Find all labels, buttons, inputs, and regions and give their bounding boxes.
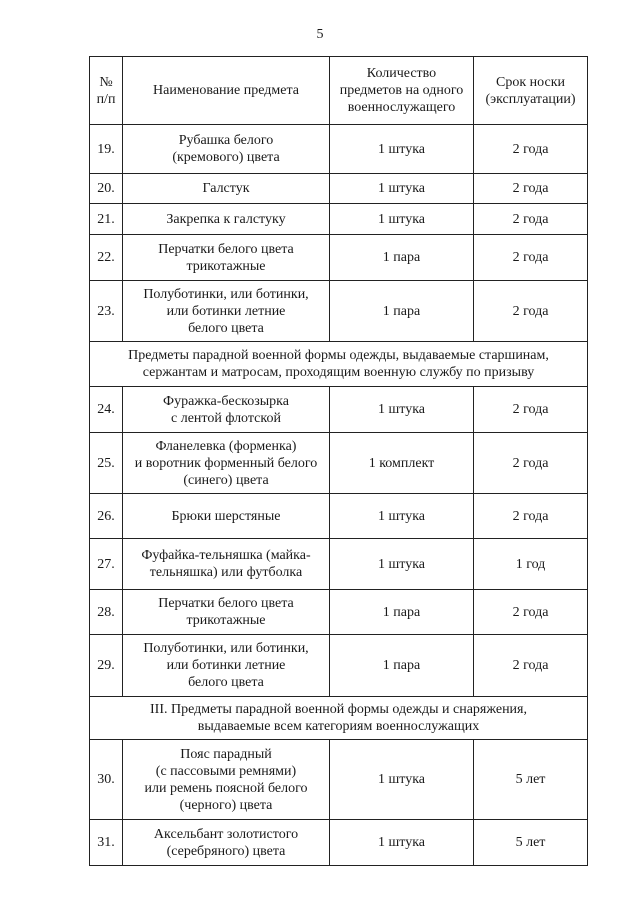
table-row (90, 433, 588, 494)
item-wear-term: 2 года (474, 433, 588, 494)
item-name: Фуфайка-тельняшка (майка- тельняшка) или футболка (123, 539, 330, 590)
item-quantity: 1 штука (330, 740, 474, 820)
table-row (90, 204, 588, 235)
row-number: 27. (90, 539, 123, 590)
table-row (90, 281, 588, 342)
row-number: 24. (90, 387, 123, 433)
item-wear-term: 2 года (474, 174, 588, 204)
table-header-row (90, 57, 588, 125)
page-number: 5 (316, 27, 324, 42)
row-number: 21. (90, 204, 123, 235)
item-wear-term: 1 год (474, 539, 588, 590)
item-quantity: 1 штука (330, 387, 474, 433)
header-item-name: Наименование предмета (123, 57, 330, 125)
section-header-row (90, 342, 588, 387)
item-name: Перчатки белого цвета трикотажные (123, 235, 330, 281)
item-quantity: 1 пара (330, 281, 474, 342)
item-wear-term: 5 лет (474, 820, 588, 866)
header-number: № п/п (90, 57, 123, 125)
item-wear-term: 2 года (474, 387, 588, 433)
row-number: 25. (90, 433, 123, 494)
row-number: 23. (90, 281, 123, 342)
row-number: 28. (90, 590, 123, 635)
item-quantity: 1 комплект (330, 433, 474, 494)
table-row (90, 494, 588, 539)
item-wear-term: 2 года (474, 125, 588, 174)
section-title: Предметы парадной военной формы одежды, выдаваемые старшинам, сержантам и матросам, проходящим военную службу по призыву (90, 342, 588, 387)
row-number: 22. (90, 235, 123, 281)
uniform-items-table (89, 56, 588, 866)
item-wear-term: 2 года (474, 635, 588, 697)
item-quantity: 1 штука (330, 494, 474, 539)
item-wear-term: 5 лет (474, 740, 588, 820)
item-name: Перчатки белого цвета трикотажные (123, 590, 330, 635)
item-wear-term: 2 года (474, 235, 588, 281)
item-name: Фуражка-бескозырка с лентой флотской (123, 387, 330, 433)
row-number: 29. (90, 635, 123, 697)
item-wear-term: 2 года (474, 204, 588, 235)
item-quantity: 1 пара (330, 590, 474, 635)
table-row (90, 539, 588, 590)
item-quantity: 1 пара (330, 635, 474, 697)
table-row (90, 235, 588, 281)
item-name: Закрепка к галстуку (123, 204, 330, 235)
section-title: III. Предметы парадной военной формы одежды и снаряжения, выдаваемые всем категориям военнослужащих (90, 697, 588, 740)
table-row (90, 174, 588, 204)
item-name: Фланелевка (форменка) и воротник форменный белого (синего) цвета (123, 433, 330, 494)
item-quantity: 1 штука (330, 204, 474, 235)
table-row (90, 635, 588, 697)
item-wear-term: 2 года (474, 494, 588, 539)
row-number: 31. (90, 820, 123, 866)
item-name: Пояс парадный (с пассовыми ремнями) или ремень поясной белого (черного) цвета (123, 740, 330, 820)
row-number: 19. (90, 125, 123, 174)
item-quantity: 1 пара (330, 235, 474, 281)
row-number: 26. (90, 494, 123, 539)
item-name: Аксельбант золотистого (серебряного) цвета (123, 820, 330, 866)
header-wear-term: Срок носки (эксплуатации) (474, 57, 588, 125)
item-quantity: 1 штука (330, 174, 474, 204)
header-quantity: Количество предметов на одного военнослужащего (330, 57, 474, 125)
item-quantity: 1 штука (330, 539, 474, 590)
table-row (90, 387, 588, 433)
row-number: 30. (90, 740, 123, 820)
item-name: Брюки шерстяные (123, 494, 330, 539)
row-number: 20. (90, 174, 123, 204)
item-wear-term: 2 года (474, 281, 588, 342)
item-name: Рубашка белого (кремового) цвета (123, 125, 330, 174)
section-header-row (90, 697, 588, 740)
item-quantity: 1 штука (330, 125, 474, 174)
table-row (90, 740, 588, 820)
table-row (90, 590, 588, 635)
item-name: Галстук (123, 174, 330, 204)
item-quantity: 1 штука (330, 820, 474, 866)
item-name: Полуботинки, или ботинки, или ботинки летние белого цвета (123, 635, 330, 697)
table-row (90, 125, 588, 174)
table-row (90, 820, 588, 866)
item-name: Полуботинки, или ботинки, или ботинки летние белого цвета (123, 281, 330, 342)
item-wear-term: 2 года (474, 590, 588, 635)
